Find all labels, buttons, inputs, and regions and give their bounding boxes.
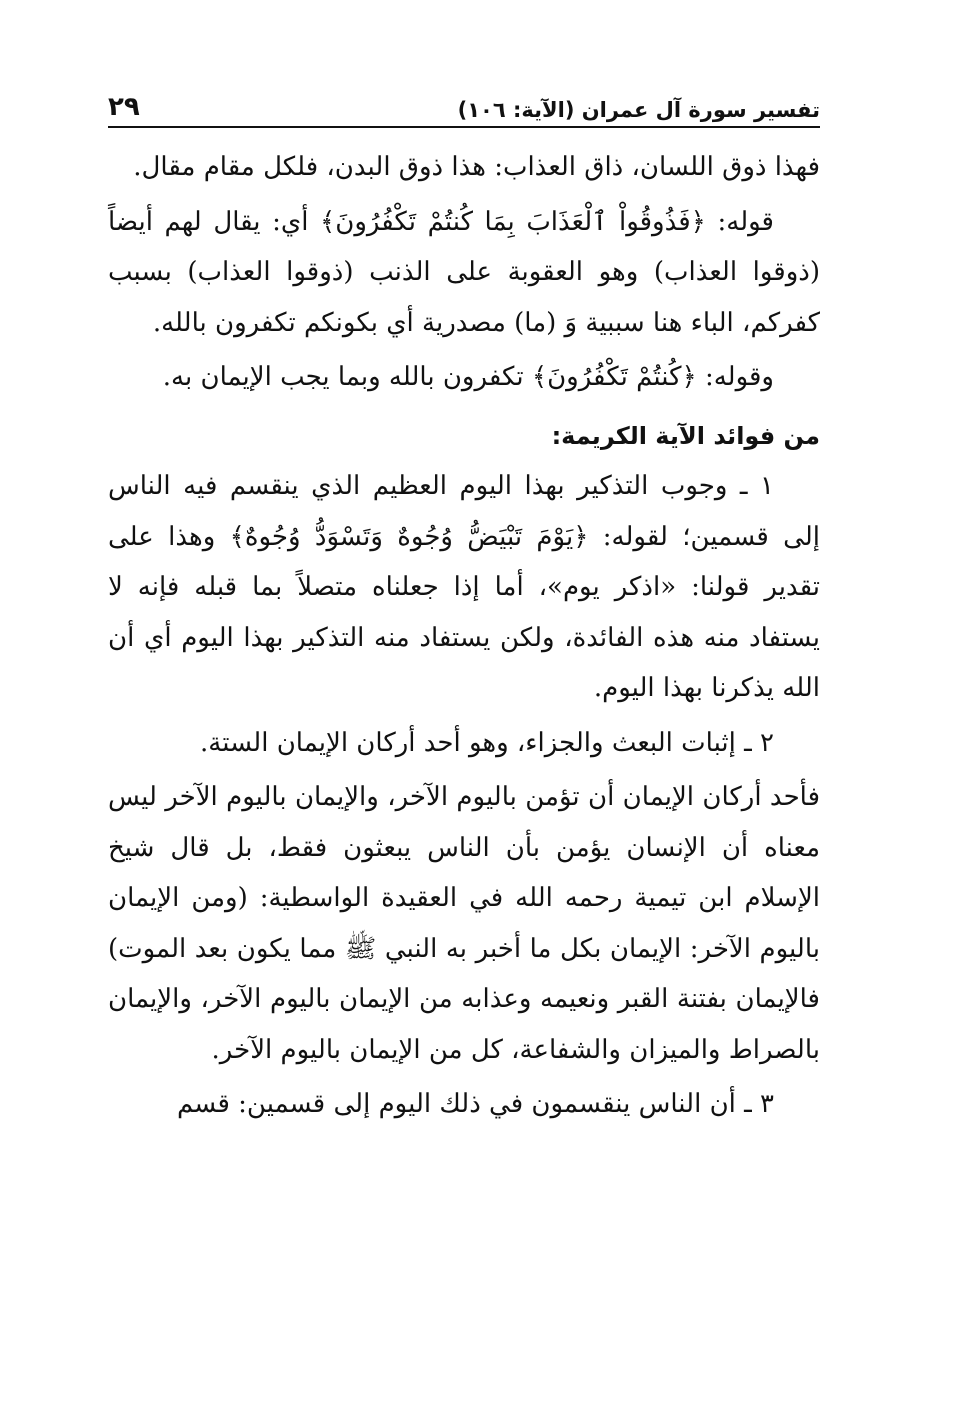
quran-verse: ﴿فَذُوقُواْ ٱلْعَذَابَ بِمَا كُنتُمْ تَكْفُرُونَ﴾	[320, 206, 706, 237]
benefit-2: ٢ ـ إثبات البعث والجزاء، وهو أحد أركان الإيمان الستة.	[200, 727, 774, 758]
paragraph-disbelief	[108, 352, 820, 403]
page-body	[108, 142, 820, 1130]
paragraph-text: وهذا على تقدير قولنا: «اذكر يوم»، أما إذا جعلناه متصلاً بما قبله فإنه لا يستفاد منه هذه الفائدة، ولكن يستفاد منه التذكير بهذا اليوم أي أن الله يذكرنا بهذا اليوم.	[108, 521, 820, 703]
benefit-1	[108, 461, 820, 714]
quran-verse: ﴿كُنتُمْ تَكْفُرُونَ﴾	[531, 362, 697, 392]
page-header	[108, 82, 820, 128]
quran-verse: ﴿يَوْمَ تَبْيَضُّ وُجُوهٌ وَتَسْوَدُّ وُجُوهٌ﴾	[229, 521, 589, 552]
benefit-3: ٣ ـ أن الناس ينقسمون في ذلك اليوم إلى قسمين: قسم	[176, 1089, 774, 1119]
section-heading: من فوائد الآية الكريمة:	[551, 421, 820, 450]
running-title: تفسير سورة آل عمران (الآية: ١٠٦)	[457, 98, 820, 122]
paragraph-taste-verse	[108, 197, 820, 349]
paragraph-prefix: قوله:	[705, 206, 774, 237]
page-number: ٢٩	[108, 92, 140, 122]
paragraph-text: ١ ـ وجوب التذكير بهذا اليوم العظيم الذي ينقسم فيه الناس إلى قسمين؛ لقوله:	[108, 471, 820, 552]
paragraph-pillars: فأحد أركان الإيمان أن تؤمن باليوم الآخر، والإيمان باليوم الآخر ليس معناه أن الإنسان يؤمن بأن الناس يبعثون فقط، بل قال شيخ الإسلام ابن تيمية رحمه الله في العقيدة الواسطية: (ومن الإيمان باليوم الآخر: الإيمان بكل ما أخبر به النبي ﷺ مما يكون بعد الموت) فالإيمان بفتنة القبر ونعيمه وعذابه من الإيمان باليوم الآخر، والإيمان بالصراط والميزان والشفاعة، كل من الإيمان باليوم الآخر.	[108, 782, 820, 1065]
paragraph-text: تكفرون بالله وبما يجب الإيمان به.	[162, 362, 532, 392]
paragraph-prefix: وقوله:	[696, 362, 774, 392]
paragraph-taste: فهذا ذوق اللسان، ذاق العذاب: هذا ذوق البدن، فلكل مقام مقال.	[133, 152, 820, 182]
book-page	[108, 82, 820, 1130]
paragraph-text: أي: يقال لهم أيضاً (ذوقوا العذاب) وهو العقوبة على الذنب (ذوقوا العذاب) بسبب كفركم، الباء هنا سببية وَ (ما) مصدرية أي بكونكم تكفرون بالله.	[108, 206, 820, 338]
